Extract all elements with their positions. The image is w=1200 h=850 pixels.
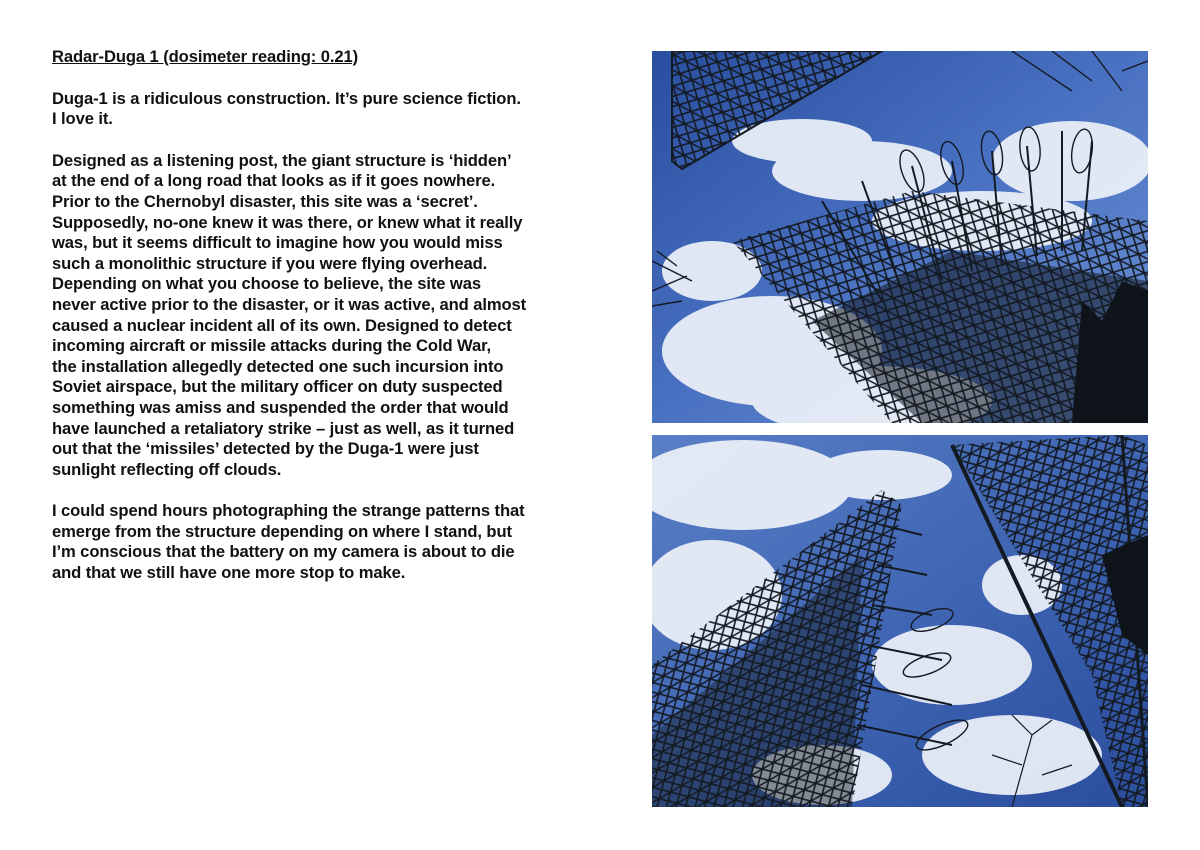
text-line: never active prior to the disaster, or it was active, and almost <box>52 294 527 314</box>
text-line: I’m conscious that the battery on my camera is about to die <box>52 542 515 562</box>
text-line: and that we still have one more stop to make. <box>52 563 406 583</box>
text-line: was, but it seems difficult to imagine how you would miss <box>52 233 503 253</box>
text-line: Prior to the Chernobyl disaster, this site was a ‘secret’. <box>52 191 478 211</box>
text-line: I could spend hours photographing the strange patterns that <box>52 501 525 521</box>
text-line: emerge from the structure depending on where I stand, but <box>52 521 512 541</box>
text-line: such a monolithic structure if you were flying overhead. <box>52 253 488 273</box>
text-line: sunlight reflecting off clouds. <box>52 459 282 479</box>
text-line: have launched a retaliatory strike – just as well, as it turned <box>52 418 515 438</box>
text-line: something was amiss and suspended the order that would <box>52 397 509 417</box>
text-line: Supposedly, no-one knew it was there, or knew what it really <box>52 212 523 232</box>
text-line: Depending on what you choose to believe, the site was <box>52 274 481 294</box>
photo-duga-array-upper <box>652 51 1148 423</box>
text-line: I love it. <box>52 109 113 129</box>
article-paragraph-2 <box>52 151 592 481</box>
text-line: the installation allegedly detected one such incursion into <box>52 356 504 376</box>
article-paragraph-1 <box>52 89 592 130</box>
text-line: Soviet airspace, but the military officer on duty suspected <box>52 377 503 397</box>
text-line: at the end of a long road that looks as if it goes nowhere. <box>52 171 496 191</box>
photo-duga-array-upper-image <box>652 51 1148 423</box>
text-line: Designed as a listening post, the giant structure is ‘hidden’ <box>52 150 512 170</box>
text-line: out that the ‘missiles’ detected by the Duga-1 were just <box>52 439 479 459</box>
photo-duga-array-lower-image <box>652 435 1148 807</box>
article-text <box>52 47 592 605</box>
text-line: incoming aircraft or missile attacks during the Cold War, <box>52 336 492 356</box>
article-paragraph-3 <box>52 501 592 583</box>
text-line: caused a nuclear incident all of its own. Designed to detect <box>52 315 512 335</box>
article-heading: Radar-Duga 1 (dosimeter reading: 0.21) <box>52 47 359 66</box>
photo-duga-array-lower <box>652 435 1148 807</box>
text-line: Duga-1 is a ridiculous construction. It’s pure science fiction. <box>52 88 521 108</box>
